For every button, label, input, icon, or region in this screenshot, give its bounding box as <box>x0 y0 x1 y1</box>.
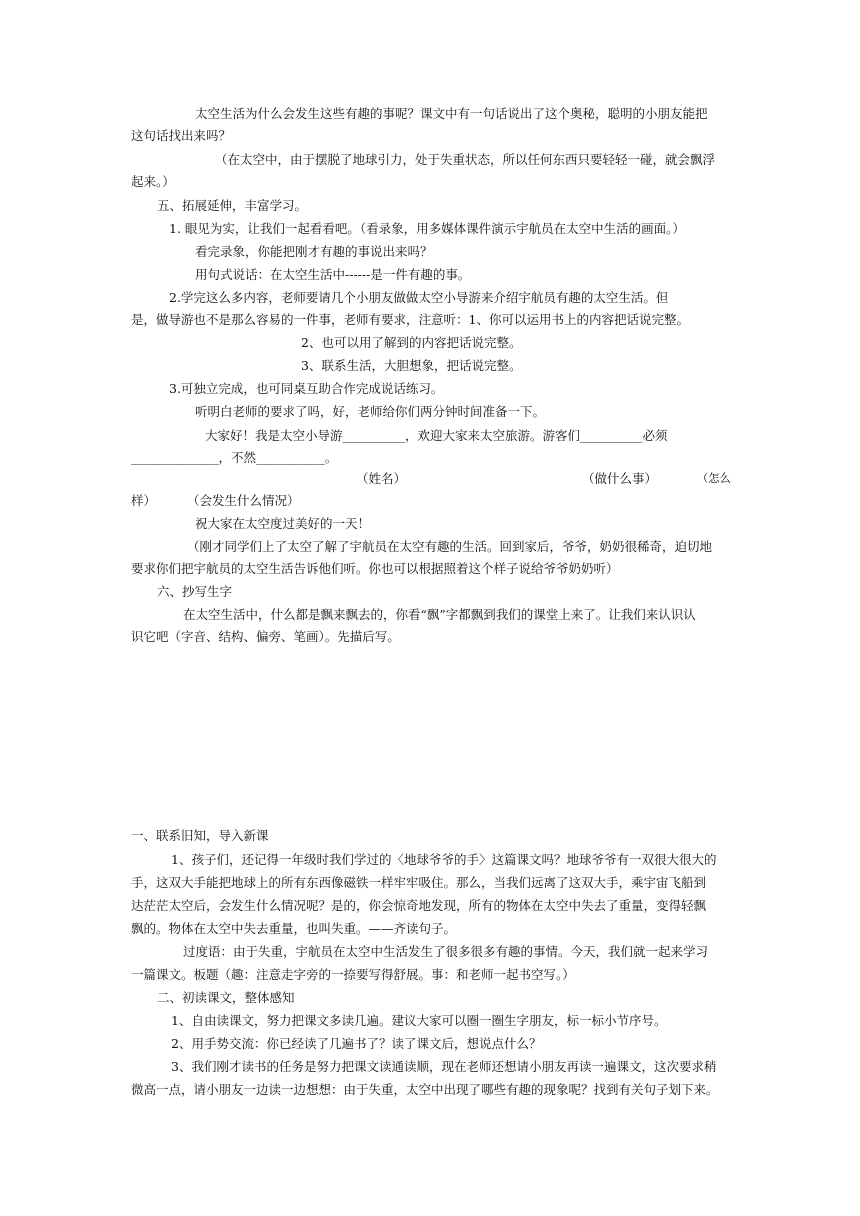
paragraph-line: 达茫茫太空后，会发生什么情况呢？是的，你会惊奇地发现，所有的物体在太空中失去了重量，变得轻飘 <box>131 898 707 913</box>
paragraph-line: 一篇课文。板题（趣：注意走字旁的一捺要写得舒展。事：和老师一起书空写。） <box>131 967 575 982</box>
paragraph-line: 微高一点，请小朋友一边读一边想想：由于失重，太空中出现了哪些有趣的现象呢？找到有关句子划下来。 <box>131 1082 719 1097</box>
blank-label: （怎么 <box>697 472 731 485</box>
list-item: 看完录象，你能把刚才有趣的事说出来吗？ <box>195 244 433 259</box>
paragraph-line: （在太空中，由于摆脱了地球引力，处于失重状态，所以任何东西只要轻轻一碰，就会飘浮 <box>215 152 716 167</box>
paragraph-line: （刚才同学们上了太空了解了宇航员在太空有趣的生活。回到家后，爷爷，奶奶很稀奇，迫切地 <box>187 539 713 554</box>
section-heading: 六、抄写生字 <box>157 584 233 599</box>
paragraph-line: 手，这双大手能把地球上的所有东西像磁铁一样牢牢吸住。那么，当我们远离了这双大手，乘宇宙飞船到 <box>131 875 707 890</box>
paragraph-line: 识它吧（字音、结构、偏旁、笔画）。先描后写。 <box>131 629 400 644</box>
paragraph-line: 在太空生活中，什么都是飘来飘去的，你看“飘”字都飘到我们的课堂上来了。让我们来认识认 <box>183 607 696 622</box>
list-item: 3.可独立完成，也可同桌互助合作完成说话练习。 <box>169 381 444 396</box>
section-heading: 五、拓展延伸，丰富学习。 <box>157 198 308 213</box>
list-item: 1. 眼见为实，让我们一起看看吧。（看录象，用多媒体课件演示宇航员在太空中生活的画面。） <box>169 221 685 236</box>
list-item: 2、用手势交流：你已经读了几遍书了？读了课文后，想说点什么？ <box>171 1036 542 1051</box>
paragraph-line: 1、孩子们，还记得一年级时我们学过的〈地球爷爷的手〉这篇课文吗？地球爷爷有一双很大很大的 <box>171 852 717 867</box>
list-item: 3、联系生活，大胆想象，把话说完整。 <box>301 358 522 373</box>
list-item: 1、自由读课文，努力把课文多读几遍。建议大家可以圈一圈生字朋友，标一标小节序号。 <box>171 1013 667 1028</box>
paragraph-line: 飘的。物体在太空中失去重量，也叫失重。——齐读句子。 <box>131 921 457 936</box>
blank-label: 样） <box>131 493 157 508</box>
section-heading: 二、初读课文，整体感知 <box>157 990 295 1005</box>
blank-label: （做什么事） <box>582 471 658 486</box>
list-item: 用句式说话：在太空生活中------是一件有趣的事。 <box>195 267 471 282</box>
list-item: 2、也可以用了解到的内容把话说完整。 <box>301 335 522 350</box>
paragraph-line: 太空生活为什么会发生这些有趣的事呢？课文中有一句话说出了这个奥秘，聪明的小朋友能把 <box>195 106 708 121</box>
paragraph-line: 3、我们刚才读书的任务是努力把课文读通读顺，现在老师还想请小朋友再读一遍课文，这次要求稍 <box>171 1059 717 1074</box>
paragraph-line: 祝大家在太空度过美好的一天！ <box>195 516 371 531</box>
blank-label: （姓名） <box>356 471 407 486</box>
paragraph-line: 是，做导游也不是那么容易的一件事，老师有要求，注意听：1、你可以运用书上的内容把话说完整。 <box>131 312 689 327</box>
paragraph-line: 这句话找出来吗？ <box>131 128 232 143</box>
paragraph-line: 起来。） <box>131 174 175 189</box>
blank-label: （会发生什么情况） <box>187 493 300 508</box>
fill-in-line: 大家好！我是太空小导游__________，欢迎大家来太空旅游。游客们__________必须 <box>205 428 668 443</box>
fill-in-line: ______________，不然___________。 <box>131 450 338 465</box>
paragraph-line: 要求你们把宇航员的太空生活告诉他们听。你也可以根据照着这个样子说给爷爷奶奶听） <box>131 561 619 576</box>
section-heading: 一、联系旧知，导入新课 <box>131 828 269 843</box>
paragraph-line: 听明白老师的要求了吗，好，老师给你们两分钟时间准备一下。 <box>195 404 546 419</box>
paragraph-line: 2.学完这么多内容，老师要请几个小朋友做做太空小导游来介绍宇航员有趣的太空生活。但 <box>169 290 669 305</box>
paragraph-line: 过度语：由于失重，宇航员在太空中生活发生了很多很多有趣的事情。今天，我们就一起来学习 <box>183 944 709 959</box>
